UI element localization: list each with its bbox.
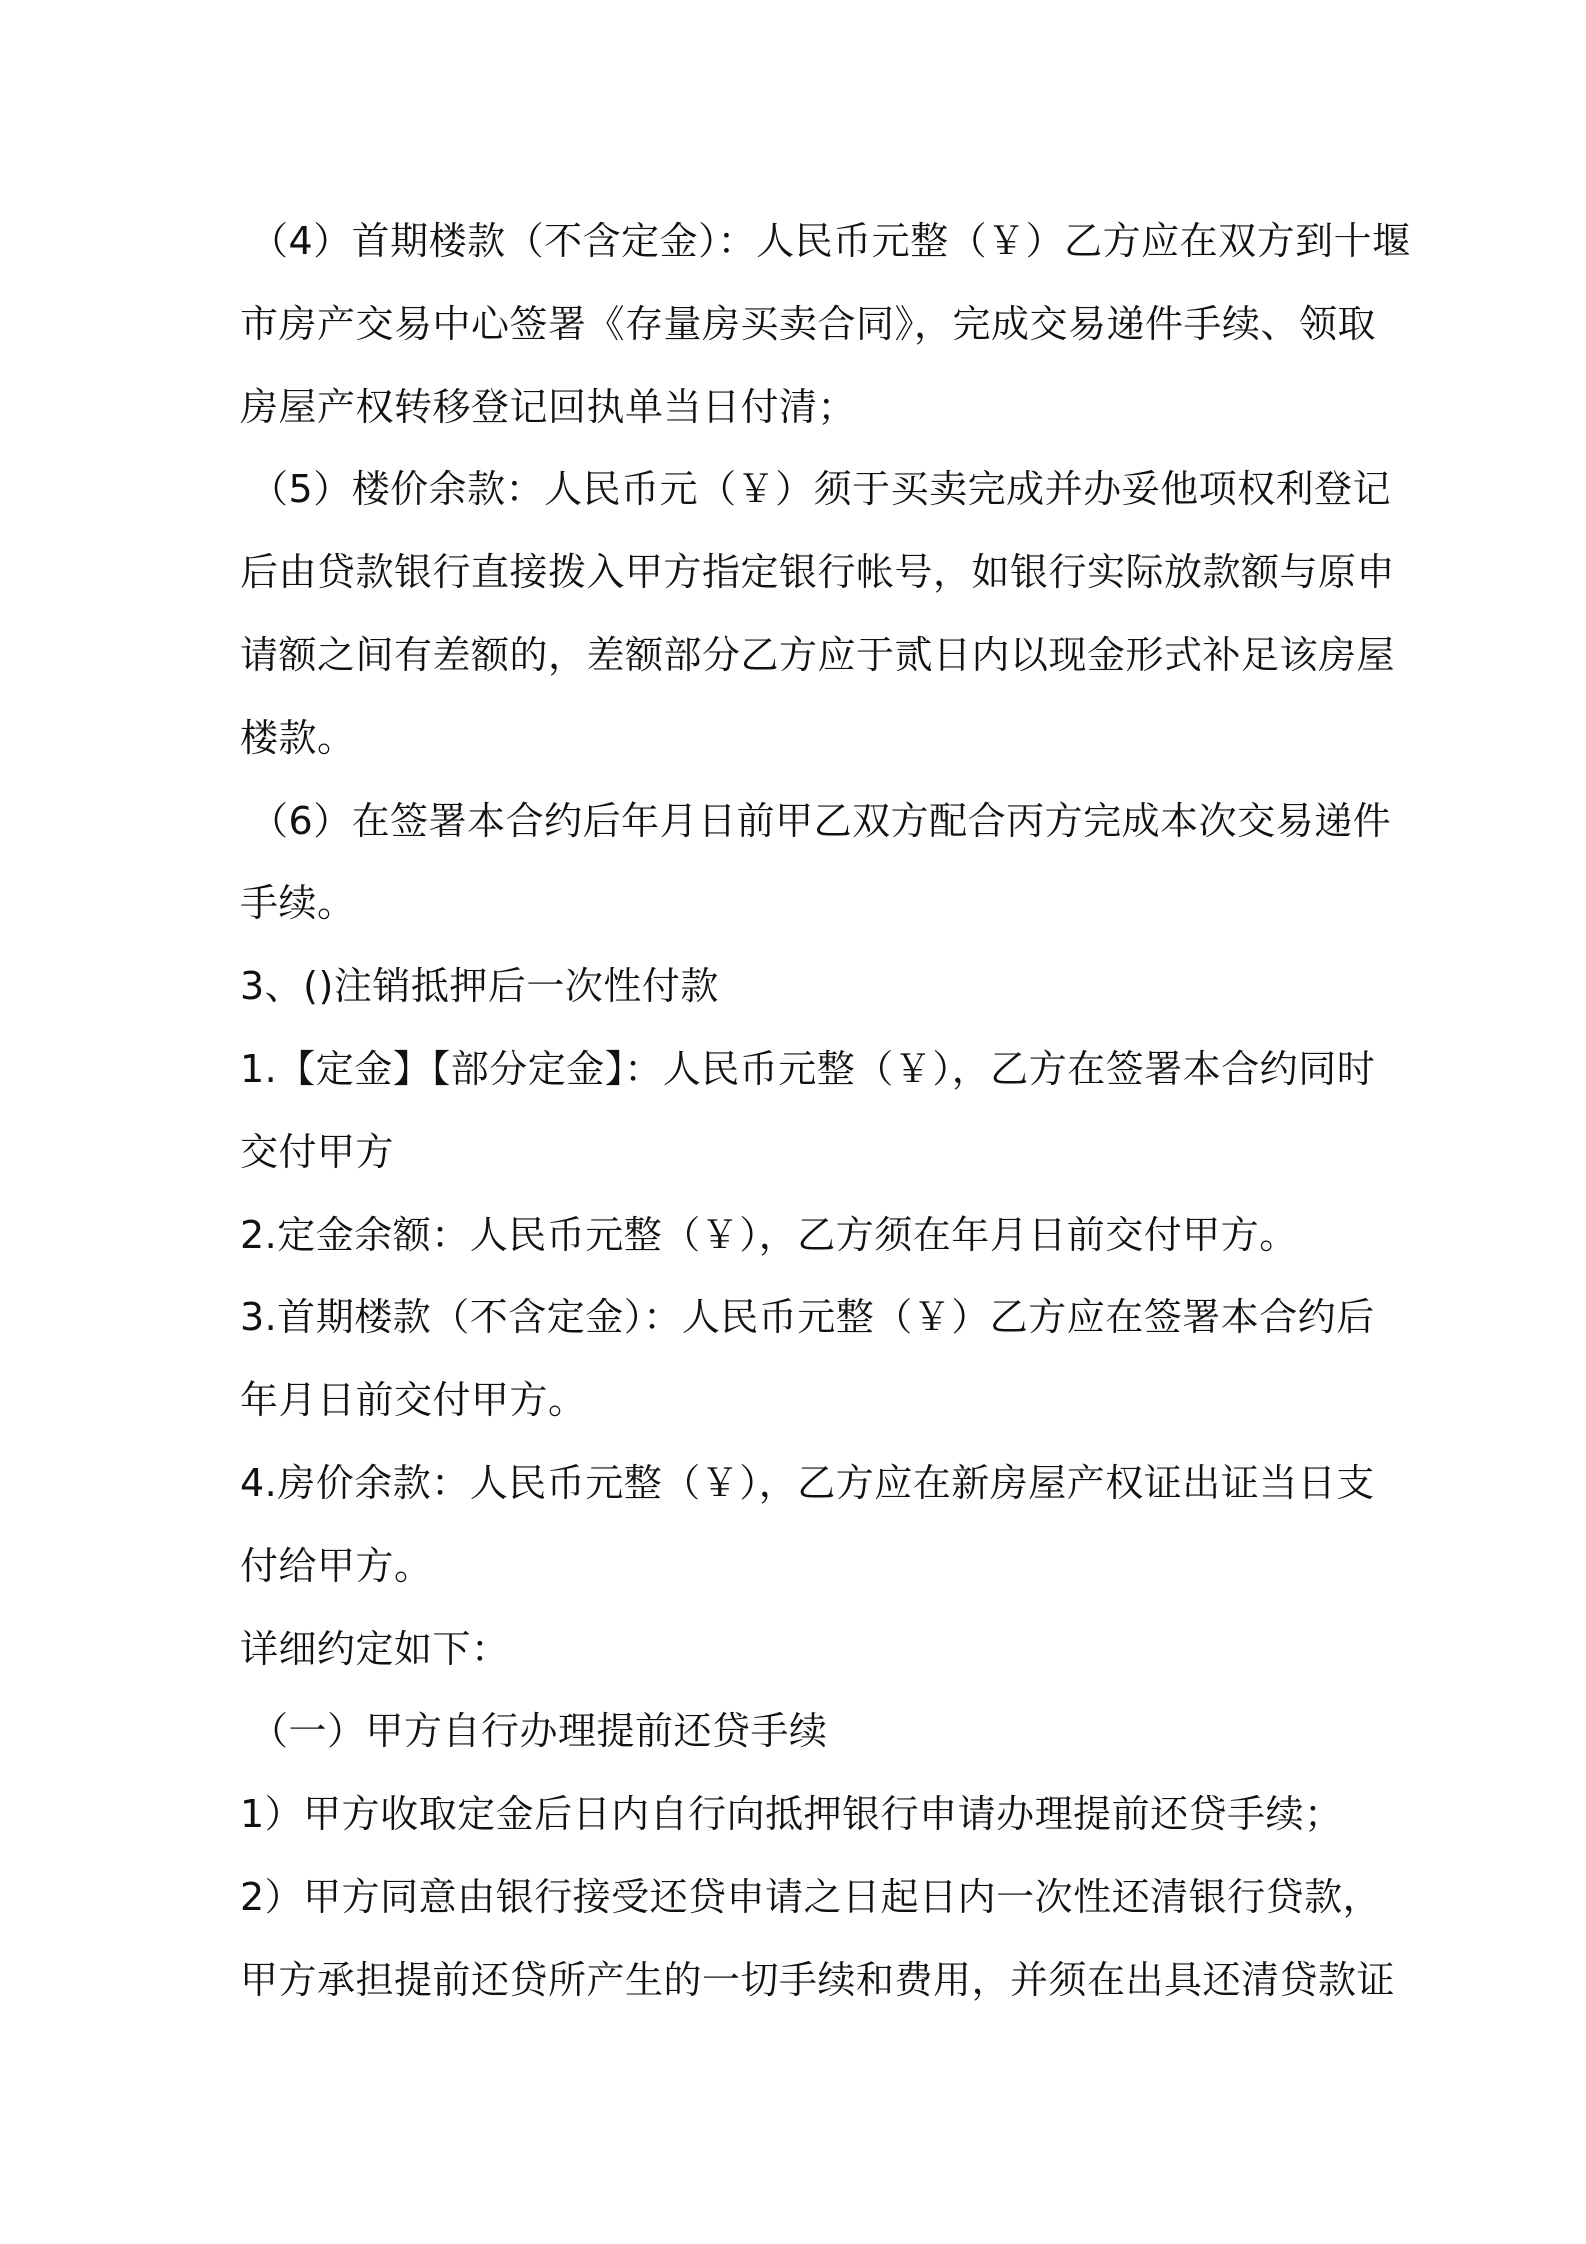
paragraph-line: 手续。	[240, 881, 356, 926]
paragraph-line: （4）首期楼款（不含定金）：人民币元整（￥）乙方应在双方到十堰	[250, 219, 1411, 263]
paragraph-line: 2）甲方同意由银行接受还贷申请之日起日内一次性还清银行贷款，	[240, 1874, 1382, 1919]
paragraph-line: 1.【定金】【部分定金】：人民币元整（￥），乙方在签署本合约同时	[240, 1046, 1376, 1091]
paragraph-line: 交付甲方	[240, 1129, 395, 1174]
paragraph-line: 3.首期楼款（不含定金）：人民币元整（￥）乙方应在签署本合约后	[240, 1295, 1375, 1340]
document-body	[240, 200, 1411, 2022]
paragraph-line: 付给甲方。	[240, 1543, 433, 1588]
paragraph-line: 详细约定如下：	[240, 1626, 510, 1671]
paragraph-line: 年月日前交付甲方。	[240, 1378, 587, 1423]
subsection-heading: （一）甲方自行办理提前还贷手续	[250, 1709, 828, 1754]
paragraph-line: 楼款。	[240, 715, 356, 760]
paragraph-line: 4.房价余款：人民币元整（￥），乙方应在新房屋产权证出证当日支	[240, 1460, 1375, 1505]
paragraph-line: 市房产交易中心签署《存量房买卖合同》，完成交易递件手续、领取	[240, 301, 1377, 346]
section-heading: 3、()注销抵押后一次性付款	[240, 964, 719, 1009]
paragraph-line: 后由贷款银行直接拨入甲方指定银行帐号，如银行实际放款额与原申	[240, 550, 1396, 595]
paragraph-line: 请额之间有差额的，差额部分乙方应于贰日内以现金形式补足该房屋	[240, 632, 1396, 677]
paragraph-line: 房屋产权转移登记回执单当日付清；	[240, 384, 857, 429]
paragraph-line: 甲方承担提前还贷所产生的一切手续和费用，并须在出具还清贷款证	[240, 1957, 1396, 2002]
paragraph-line: （6）在签署本合约后年月日前甲乙双方配合丙方完成本次交易递件	[250, 798, 1392, 843]
paragraph-line: 2.定金余额：人民币元整（￥），乙方须在年月日前交付甲方。	[240, 1212, 1298, 1257]
paragraph-line: （5）楼价余款：人民币元（￥）须于买卖完成并办妥他项权利登记	[250, 467, 1392, 512]
paragraph-line: 1）甲方收取定金后日内自行向抵押银行申请办理提前还贷手续；	[240, 1792, 1343, 1837]
